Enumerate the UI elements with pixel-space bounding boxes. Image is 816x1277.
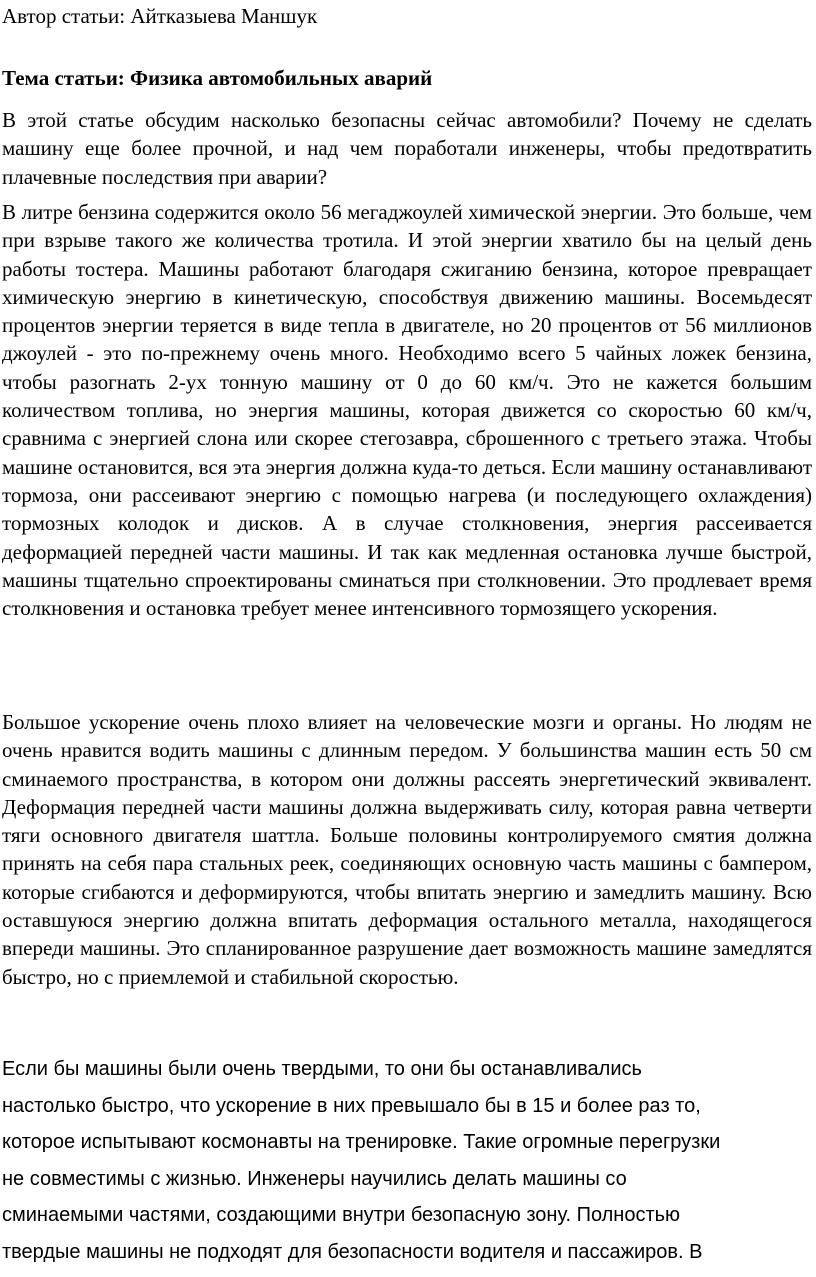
text-line: не совместимы с жизнью. Инженеры научились делать машины со: [2, 1167, 627, 1190]
text-line: Если бы машины были очень твердыми, то они бы останавливались: [2, 1058, 642, 1080]
text-line: сминаемыми частями, создающими внутри безопасную зону. Полностью: [2, 1204, 681, 1226]
author-line: Автор статьи: Айтказыева Маншук: [2, 4, 318, 28]
text-line: которое испытывают космонавты на тренировке. Такие огромные перегрузки: [2, 1131, 721, 1153]
paragraph-intro: В этой статье обсудим насколько безопасны сейчас автомобили? Почему не сделать машину еще более прочной, и над чем поработали инженеры, чтобы предотвратить плачевные последствия при аварии?: [2, 108, 812, 189]
text-line: твердые машины не подходят для безопасности водителя и пассажиров. В: [2, 1240, 703, 1263]
paragraph-energy: В литре бензина содержится около 56 мегаджоулей химической энергии. Это больше, чем при взрыве такого же количества тротила. И этой энергии хватило бы на целый день работы тостера. Машины работают благодаря сжиганию бензина, которое превращает химическую энергию в кинетическую, способствуя движению машины. Восемьдесят процентов энергии теряется в виде тепла в двигателе, но 20 процентов от 56 миллионов джоулей - это по-прежнему очень много. Необходимо всего 5 чайных ложек бензина, чтобы разогнать 2-ух тонную машину от 0 до 60 км/ч. Это не кажется большим количеством топлива, но энергия машины, которая движется со скоростью 60 км/ч, сравнима с энергией слона или скорее стегозавра, сброшенного с третьего этажа. Чтобы машине остановится, вся эта энергия должна куда-то деться. Если машину останавливают тормоза, они рассеивают энергию с помощью нагрева (и последующего охлаждения) тормозных колодок и дисков. А в случае столкновения, энергия рассеивается деформацией передней части машины. И так как медленная остановка лучше быстрой, машины тщательно спроектированы сминаться при столкновении. Это продлевает время столкновения и остановка требует менее интенсивного тормозящего ускорения.: [2, 200, 812, 621]
article-topic-heading: Тема статьи: Физика автомобильных аварий: [2, 66, 433, 90]
paragraph-acceleration: Большое ускорение очень плохо влияет на человеческие мозги и органы. Но людям не очень нравится водить машины с длинным передом. У большинства машин есть 50 см сминаемого пространства, в котором они должны рассеять энергетический эквивалент. Деформация передней части машины должна выдерживать силу, которая равна четверти тяги основного двигателя шаттла. Больше половины контролируемого смятия должна принять на себя пара стальных реек, соединяющих основную часть машины с бампером, которые сгибаются и деформируются, чтобы впитать энергию и замедлить машину. Всю оставшуюся энергию должна впитать деформация остального металла, находящегося впереди машины. Это спланированное разрушение дает возможность машине замедлятся быстро, но с приемлемой и стабильной скоростью.: [2, 710, 812, 989]
text-line: настолько быстро, что ускорение в них превышало бы в 15 и более раз то,: [2, 1094, 701, 1117]
paragraph-rigid-cars: [2, 1051, 816, 1270]
